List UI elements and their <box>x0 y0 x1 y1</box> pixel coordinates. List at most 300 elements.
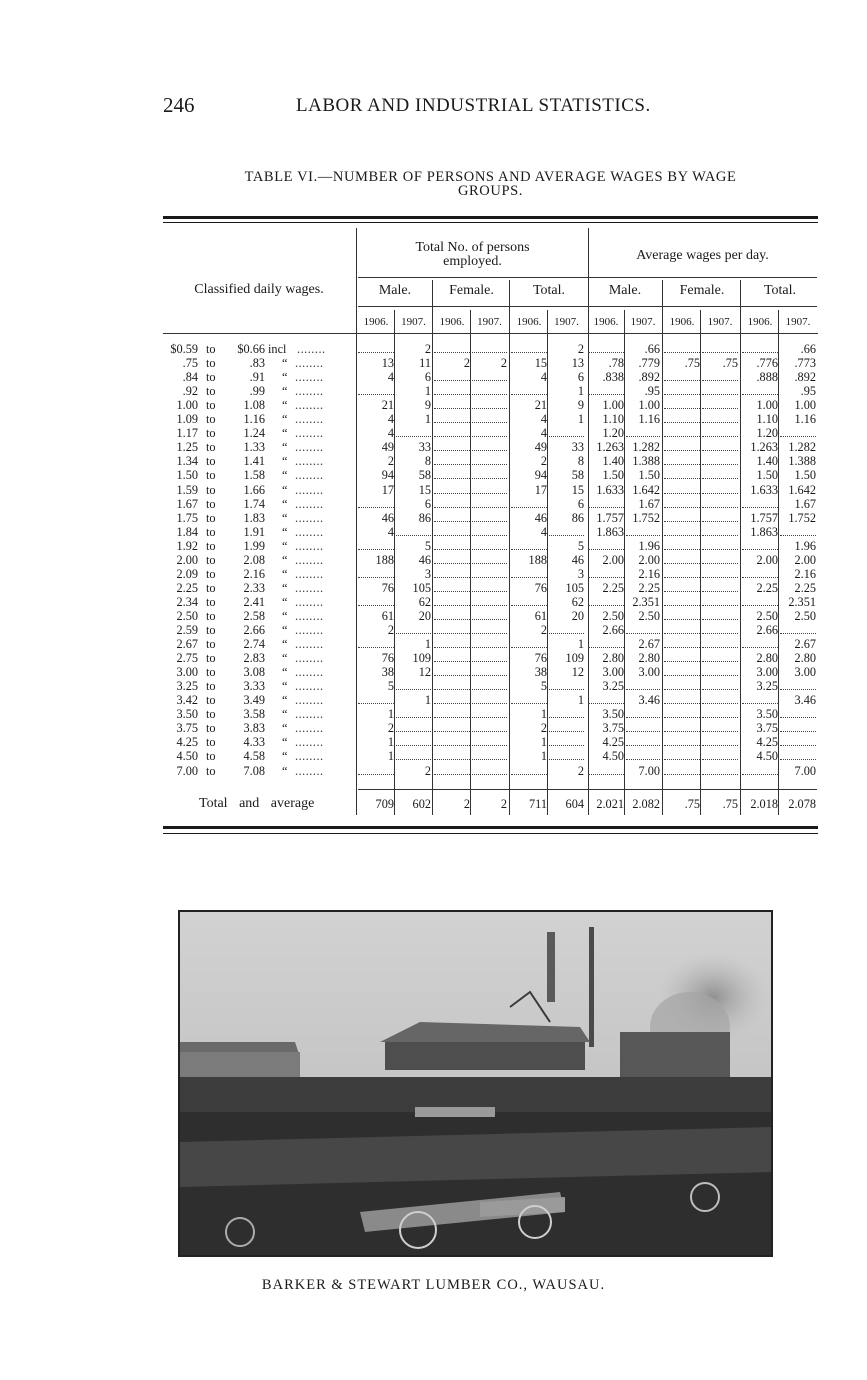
table-cell <box>434 412 470 423</box>
table-cell <box>780 623 816 634</box>
sub-header: Female. <box>679 283 725 298</box>
table-cell: .95 <box>800 384 816 399</box>
table-cell: 4 <box>540 370 547 385</box>
wage-class-label <box>161 567 353 581</box>
table-cell: 1 <box>387 735 394 750</box>
table-cell <box>664 468 700 479</box>
wage-to-word: to <box>206 665 216 680</box>
wage-to-word: to <box>206 496 216 511</box>
table-cell <box>472 440 507 451</box>
wage-from: 2.09 <box>176 566 198 581</box>
table-cell <box>702 342 738 353</box>
table-cell <box>434 553 470 564</box>
ditto-mark: “ <box>282 608 288 623</box>
table-cell: 1.282 <box>788 440 816 455</box>
wage-to-word: to <box>206 566 216 581</box>
wage-from: 4.25 <box>176 735 198 750</box>
column-separator <box>547 310 548 815</box>
wage-to-word: to <box>206 510 216 525</box>
table-cell: 2.50 <box>756 608 778 623</box>
year-header: 1906. <box>593 316 619 328</box>
wage-upto: 3.83 <box>243 721 265 736</box>
persons-group-header <box>358 241 587 269</box>
wage-upto: 2.41 <box>243 594 265 609</box>
wage-to-word: to <box>206 440 216 455</box>
leader-dots: ........ <box>295 665 324 680</box>
leader-dots: ........ <box>295 538 324 553</box>
year-header: 1906. <box>747 316 773 328</box>
wage-from: 3.42 <box>176 693 198 708</box>
table-cell <box>702 525 738 536</box>
wage-to-word: to <box>206 623 216 637</box>
table-cell <box>472 609 507 620</box>
wage-from: 2.67 <box>176 637 198 652</box>
table-cell: 2 <box>540 623 547 637</box>
wage-from: 2.75 <box>176 651 198 666</box>
year-header: 1907. <box>630 316 656 328</box>
table-cell <box>664 679 700 690</box>
table-cell: 9 <box>577 398 584 413</box>
leader-dots: ........ <box>295 412 324 427</box>
sub-header: Male. <box>608 283 642 298</box>
table-cell <box>472 370 507 381</box>
table-cell: .75 <box>722 356 738 371</box>
table-cell: 1.263 <box>750 440 778 455</box>
table-title-line: GROUPS. <box>457 183 524 199</box>
stub-header: Classified daily wages. <box>194 282 324 297</box>
ditto-mark: “ <box>282 637 288 652</box>
table-cell <box>434 539 470 550</box>
table-cell <box>742 384 778 395</box>
table-bottom-rule-thin <box>163 833 818 834</box>
table-cell <box>472 679 507 690</box>
table-cell: 5 <box>387 679 394 694</box>
leader-dots: ........ <box>295 552 324 567</box>
table-cell <box>780 749 816 760</box>
column-separator <box>700 310 701 815</box>
wage-unit: incl <box>268 342 287 356</box>
table-cell <box>358 342 394 353</box>
wage-to-word: to <box>206 426 216 441</box>
total-cell: 2.082 <box>632 797 660 811</box>
table-cell <box>664 511 700 522</box>
table-cell <box>664 567 700 578</box>
table-cell <box>511 637 547 648</box>
leader-dots: ........ <box>295 370 324 385</box>
table-cell: 2 <box>577 763 584 778</box>
column-separator <box>356 228 357 815</box>
photo-caption: BARKER & STEWART LUMBER CO., WAUSAU. <box>261 1277 606 1293</box>
wage-from: 3.75 <box>176 721 198 736</box>
table-cell <box>664 707 700 718</box>
table-cell: 1 <box>577 384 584 399</box>
leader-dots: ........ <box>295 496 324 511</box>
total-cell: 709 <box>375 797 394 811</box>
ditto-mark: “ <box>282 763 288 778</box>
sub-header: Total. <box>532 283 566 298</box>
table-cell <box>702 553 738 564</box>
table-cell: 2.00 <box>756 552 778 567</box>
wage-from: .92 <box>182 384 198 399</box>
table-cell <box>358 497 394 508</box>
table-cell <box>472 764 507 775</box>
table-cell <box>472 412 507 423</box>
table-cell <box>780 721 816 732</box>
table-cell <box>588 595 624 606</box>
table-title <box>163 170 818 198</box>
wage-to-word: to <box>206 468 216 483</box>
wage-upto: 2.74 <box>243 637 265 652</box>
ditto-mark: “ <box>282 749 288 764</box>
table-cell: 1.752 <box>632 510 660 525</box>
table-cell <box>396 721 431 732</box>
table-cell <box>549 735 584 746</box>
table-cell: 1.388 <box>788 454 816 469</box>
table-cell: 3.25 <box>602 679 624 694</box>
table-cell: 1.642 <box>632 482 660 497</box>
wage-from: 2.25 <box>176 580 198 595</box>
table-cell: 109 <box>412 651 431 666</box>
table-cell <box>780 735 816 746</box>
year-header: 1907. <box>401 316 426 328</box>
table-cell <box>780 525 816 536</box>
table-cell: 2 <box>540 454 547 469</box>
table-cell: 4 <box>387 412 394 427</box>
table-cell: 1.388 <box>632 454 660 469</box>
table-cell <box>702 468 738 479</box>
table-cell <box>434 384 470 395</box>
table-cell: 1.752 <box>788 510 816 525</box>
wage-to-word: to <box>206 412 216 427</box>
lumber-mill-photograph <box>178 910 773 1257</box>
table-title-line: TABLE VI.—NUMBER OF PERSONS AND AVERAGE WAGES BY WAGE <box>244 169 737 185</box>
table-cell <box>702 412 738 423</box>
total-cell: 604 <box>565 797 584 811</box>
table-cell: 12 <box>571 665 584 680</box>
table-cell: 3.75 <box>756 721 778 736</box>
wage-to-word: to <box>206 370 216 385</box>
wage-class-label <box>161 384 353 398</box>
table-cell <box>742 539 778 550</box>
wage-upto: 2.08 <box>243 552 265 567</box>
table-cell: 1 <box>540 749 547 764</box>
table-top-rule-thin <box>163 222 818 223</box>
table-cell <box>664 483 700 494</box>
table-cell: 1.10 <box>602 412 624 427</box>
table-cell <box>472 468 507 479</box>
table-cell <box>702 483 738 494</box>
table-cell <box>511 595 547 606</box>
wage-upto: 7.08 <box>243 763 265 778</box>
table-cell: 1.16 <box>638 412 660 427</box>
table-cell: 3.50 <box>602 707 624 722</box>
leader-dots: ........ <box>295 524 324 539</box>
table-cell <box>434 342 470 353</box>
leader-dots: ........ <box>295 608 324 623</box>
table-cell: 4 <box>540 426 547 441</box>
wage-to-word: to <box>206 679 216 694</box>
ditto-mark: “ <box>282 566 288 581</box>
wage-upto: 1.24 <box>243 426 265 441</box>
wage-to-word: to <box>206 693 216 708</box>
year-header: 1906. <box>439 316 465 328</box>
table-cell: 1 <box>387 707 394 722</box>
table-cell <box>396 623 431 634</box>
table-cell: .75 <box>684 356 700 371</box>
table-cell <box>472 707 507 718</box>
table-cell <box>549 426 584 437</box>
leader-dots: ........ <box>295 426 324 441</box>
table-cell: 61 <box>381 608 394 623</box>
wage-to-word: to <box>206 749 216 764</box>
table-cell: 2 <box>463 356 470 371</box>
total-cell: 711 <box>529 797 547 811</box>
lumber-mill-scene <box>180 912 771 1255</box>
wage-upto: 3.58 <box>243 707 265 722</box>
table-cell: 17 <box>534 482 547 497</box>
table-cell <box>434 764 470 775</box>
table-cell <box>702 539 738 550</box>
leader-dots: ........ <box>295 384 324 399</box>
table-cell: 1 <box>577 412 584 427</box>
table-cell <box>434 679 470 690</box>
table-cell: 2.25 <box>638 580 660 595</box>
table-cell: 6 <box>424 370 431 385</box>
table-cell <box>588 497 624 508</box>
table-cell <box>702 609 738 620</box>
table-cell: 1 <box>540 707 547 722</box>
table-cell: 15 <box>418 482 431 497</box>
leader-dots: ........ <box>297 342 326 356</box>
wage-to-word: to <box>206 538 216 553</box>
table-cell: 3 <box>577 566 584 581</box>
wage-upto: .83 <box>249 356 265 371</box>
table-cell <box>780 426 816 437</box>
table-cell: 3.46 <box>794 693 816 708</box>
ditto-mark: “ <box>282 356 288 371</box>
table-cell: 46 <box>571 552 584 567</box>
table-cell <box>664 398 700 409</box>
table-cell: 12 <box>418 665 431 680</box>
table-cell: 13 <box>571 356 584 371</box>
wage-from: 2.00 <box>176 552 198 567</box>
table-cell: 58 <box>418 468 431 483</box>
wage-class-label <box>161 623 353 637</box>
table-cell <box>702 749 738 760</box>
total-cell: 2.078 <box>788 797 816 811</box>
table-cell <box>626 735 660 746</box>
table-cell <box>472 749 507 760</box>
page-number: 246 <box>163 93 195 117</box>
table-cell: 1.633 <box>596 482 624 497</box>
wage-class-label <box>161 637 353 651</box>
table-cell: .779 <box>638 356 660 371</box>
table-cell: 2 <box>387 623 394 637</box>
table-cell <box>472 665 507 676</box>
table-cell <box>702 764 738 775</box>
table-cell: 2.67 <box>794 637 816 652</box>
wage-upto: 1.16 <box>243 412 265 427</box>
leader-dots: ........ <box>295 566 324 581</box>
wage-from: 7.00 <box>176 763 198 778</box>
table-cell <box>702 440 738 451</box>
table-cell: 46 <box>381 510 394 525</box>
year-header: 1907. <box>785 316 811 328</box>
table-cell <box>511 539 547 550</box>
wage-upto: 1.83 <box>243 510 265 525</box>
table-cell <box>702 707 738 718</box>
table-cell <box>702 454 738 465</box>
table-cell: 1 <box>540 735 547 750</box>
table-cell: 1.863 <box>596 524 624 539</box>
ditto-mark: “ <box>282 440 288 455</box>
table-cell: 2.25 <box>794 580 816 595</box>
wage-class-label <box>161 764 353 778</box>
total-cell: 2 <box>463 797 470 811</box>
table-cell <box>549 749 584 760</box>
table-cell <box>588 567 624 578</box>
table-cell: 1 <box>577 637 584 652</box>
wage-upto: 3.33 <box>243 679 265 694</box>
table-cell <box>664 454 700 465</box>
wage-from: 1.34 <box>176 454 198 469</box>
leader-dots: ........ <box>295 510 324 525</box>
table-cell <box>664 693 700 704</box>
wage-to-word: to <box>206 342 216 356</box>
column-separator <box>740 280 741 815</box>
table-cell: 2.66 <box>602 623 624 637</box>
wage-from: 1.92 <box>176 538 198 553</box>
table-cell <box>472 623 507 634</box>
column-separator <box>662 280 663 815</box>
leader-dots: ........ <box>295 707 324 722</box>
table-cell <box>472 497 507 508</box>
table-cell <box>664 539 700 550</box>
wage-class-label <box>161 356 353 370</box>
table-cell <box>396 679 431 690</box>
table-cell <box>358 693 394 704</box>
table-cell: 2.50 <box>638 608 660 623</box>
table-cell <box>511 342 547 353</box>
wage-upto: 3.49 <box>243 693 265 708</box>
table-cell: 6 <box>424 496 431 511</box>
wage-class-label <box>161 412 353 426</box>
table-cell: 2.80 <box>638 651 660 666</box>
table-cell: 1.96 <box>638 538 660 553</box>
table-cell <box>358 764 394 775</box>
table-cell: 15 <box>571 482 584 497</box>
table-cell <box>434 440 470 451</box>
wage-upto: 1.41 <box>243 454 265 469</box>
persons-header-line: employed. <box>443 254 502 269</box>
wage-class-label <box>161 707 353 721</box>
wage-from: 1.75 <box>176 510 198 525</box>
table-cell <box>626 749 660 760</box>
table-cell: 2.25 <box>756 580 778 595</box>
sub-header: Male. <box>378 283 412 298</box>
wage-upto: 1.33 <box>243 440 265 455</box>
leader-dots: ........ <box>295 440 324 455</box>
table-cell: 6 <box>577 496 584 511</box>
table-cell <box>472 483 507 494</box>
wage-upto: 2.83 <box>243 651 265 666</box>
wage-to-word: to <box>206 707 216 722</box>
table-cell <box>472 342 507 353</box>
table-cell: 2.00 <box>638 552 660 567</box>
table-cell <box>472 581 507 592</box>
ditto-mark: “ <box>282 707 288 722</box>
table-cell: 188 <box>375 552 394 567</box>
wage-class-label <box>161 651 353 665</box>
total-cell: 2 <box>500 797 507 811</box>
table-cell: 4.25 <box>756 735 778 750</box>
table-cell: 11 <box>419 356 431 371</box>
table-cell <box>702 426 738 437</box>
table-cell: 46 <box>534 510 547 525</box>
table-cell <box>358 539 394 550</box>
table-cell: 1 <box>424 384 431 399</box>
table-cell: .773 <box>794 356 816 371</box>
table-cell: 4 <box>540 412 547 427</box>
table-cell: 1.00 <box>602 398 624 413</box>
table-cell <box>396 426 431 437</box>
wage-class-label <box>161 735 353 749</box>
table-cell <box>588 637 624 648</box>
ditto-mark: “ <box>282 679 288 694</box>
table-cell: 1.67 <box>638 496 660 511</box>
table-cell: 7.00 <box>794 763 816 778</box>
ditto-mark: “ <box>282 538 288 553</box>
table-cell: 3.75 <box>602 721 624 736</box>
table-cell <box>702 679 738 690</box>
table-cell: 2.50 <box>794 608 816 623</box>
ditto-mark: “ <box>282 426 288 441</box>
table-cell <box>396 707 431 718</box>
wage-class-label <box>161 679 353 693</box>
table-cell: 3.50 <box>756 707 778 722</box>
table-cell: 3.00 <box>638 665 660 680</box>
total-cell: 602 <box>412 797 431 811</box>
table-cell: 38 <box>381 665 394 680</box>
ditto-mark: “ <box>282 510 288 525</box>
table-cell <box>588 539 624 550</box>
ditto-mark: “ <box>282 398 288 413</box>
table-cell <box>434 497 470 508</box>
table-cell <box>742 497 778 508</box>
wage-upto: .99 <box>249 384 265 399</box>
wage-class-label <box>161 483 353 497</box>
total-row-label: Total and average <box>199 796 315 811</box>
table-cell <box>549 721 584 732</box>
ditto-mark: “ <box>282 651 288 666</box>
table-cell <box>626 426 660 437</box>
table-cell: 5 <box>424 538 431 553</box>
wage-class-label <box>161 426 353 440</box>
table-cell: 17 <box>381 482 394 497</box>
table-cell: 2.80 <box>602 651 624 666</box>
ditto-mark: “ <box>282 384 288 399</box>
ditto-mark: “ <box>282 370 288 385</box>
table-cell <box>472 525 507 536</box>
table-cell: 1.40 <box>602 454 624 469</box>
table-cell <box>472 595 507 606</box>
table-cell <box>434 370 470 381</box>
table-cell: 1 <box>387 749 394 764</box>
table-cell <box>702 370 738 381</box>
table-cell: 9 <box>424 398 431 413</box>
table-cell <box>588 342 624 353</box>
ditto-mark: “ <box>282 735 288 750</box>
